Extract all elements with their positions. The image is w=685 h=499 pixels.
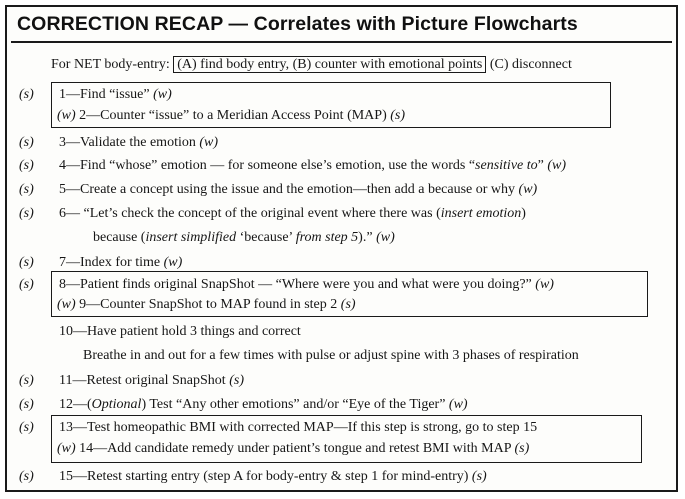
marker-right: (w): [163, 255, 183, 270]
page-title: CORRECTION RECAP — Correlates with Picture Flowcharts: [17, 13, 578, 35]
intro-suffix: (C) disconnect: [489, 57, 572, 72]
marker-left: (s): [19, 158, 34, 173]
step-text: 4—Find “whose” emotion — for someone else’s emotion, use the words “: [59, 158, 476, 173]
marker-left: (w): [57, 441, 76, 456]
step-text-mid: ‘because’: [236, 230, 296, 245]
marker-right: (w): [518, 182, 538, 197]
marker-left: (s): [19, 373, 34, 388]
marker-right: (s): [229, 373, 244, 388]
step-text: 9—Counter SnapShot to MAP found in step 2: [79, 297, 338, 312]
step-14: [57, 441, 529, 457]
marker-left: (s): [19, 135, 34, 150]
marker-left: (s): [19, 182, 34, 197]
step-3: [19, 135, 219, 151]
intro-boxed-steps: (A) find body entry, (B) counter with emotional points: [173, 56, 486, 73]
marker-right: (s): [390, 108, 406, 123]
step-text: because (: [93, 230, 146, 245]
step-text: 5—Create a concept using the issue and the emotion—then add a because or why: [59, 182, 516, 197]
step-11: [19, 373, 244, 389]
step-5: [19, 182, 538, 198]
step-6: [19, 206, 526, 222]
step-text-italic: Optional: [91, 397, 142, 412]
step-text: 2—Counter “issue” to a Meridian Access Point (MAP): [79, 108, 387, 123]
recap-panel: [5, 5, 678, 492]
step-text-end: ).”: [358, 230, 373, 245]
step-text: 12—(: [59, 397, 92, 412]
marker-right: (w): [153, 87, 172, 102]
marker-right: (s): [514, 441, 530, 456]
marker-right: (w): [376, 230, 395, 245]
step-10: [59, 324, 301, 340]
step-text: 13—Test homeopathic BMI with corrected MAP—If this step is strong, go to step 15: [59, 420, 538, 435]
marker-left: (s): [19, 255, 34, 270]
step-text-italic: insert emotion: [440, 206, 522, 221]
step-text-italic-2: from step 5: [295, 230, 359, 245]
step-text-end: ) Test “Any other emotions” and/or “Eye of the Tiger”: [141, 397, 446, 412]
marker-left: (s): [19, 420, 34, 435]
marker-left: (s): [19, 277, 34, 292]
intro-prefix: For NET body-entry:: [51, 57, 170, 72]
step-text: 7—Index for time: [59, 255, 161, 270]
marker-left: (w): [57, 297, 76, 312]
step-text-italic: insert simplified: [145, 230, 237, 245]
step-text: 15—Retest starting entry (step A for body-entry & step 1 for mind-entry): [59, 469, 469, 484]
marker-right: (s): [340, 297, 356, 312]
step-9: [57, 297, 356, 313]
step-text: 10—Have patient hold 3 things and correct: [59, 324, 301, 339]
marker-left: (s): [19, 469, 34, 484]
marker-left: (w): [57, 108, 76, 123]
marker-left: (s): [19, 206, 34, 221]
step-10-continued: [83, 348, 579, 364]
step-8: [19, 277, 554, 293]
intro-line: [51, 57, 572, 73]
step-text-end: ): [521, 206, 526, 221]
step-7: [19, 255, 183, 271]
marker-right: (w): [535, 277, 554, 292]
step-12: [19, 397, 468, 413]
step-text: 14—Add candidate remedy under patient’s tongue and retest BMI with MAP: [79, 441, 512, 456]
step-text-italic: sensitive to: [475, 158, 538, 173]
step-text-end: ”: [537, 158, 544, 173]
step-text: 11—Retest original SnapShot: [59, 373, 226, 388]
marker-left: (s): [19, 87, 34, 102]
marker-right: (w): [448, 397, 468, 412]
step-6-continued: [93, 230, 395, 246]
marker-right: (w): [547, 158, 567, 173]
step-13: [19, 420, 538, 436]
step-1: [19, 87, 172, 103]
title-divider: [11, 41, 672, 43]
step-text: 6— “Let’s check the concept of the original event where there was (: [59, 206, 441, 221]
marker-left: (s): [19, 397, 34, 412]
step-text: 1—Find “issue”: [59, 87, 150, 102]
step-15: [19, 469, 487, 485]
step-2: [57, 108, 405, 124]
step-text: Breathe in and out for a few times with pulse or adjust spine with 3 phases of respiration: [83, 348, 579, 363]
step-text: 8—Patient finds original SnapShot — “Where were you and what were you doing?”: [59, 277, 532, 292]
step-4: [19, 158, 567, 174]
marker-right: (w): [199, 135, 219, 150]
marker-right: (s): [471, 469, 487, 484]
step-text: 3—Validate the emotion: [59, 135, 196, 150]
